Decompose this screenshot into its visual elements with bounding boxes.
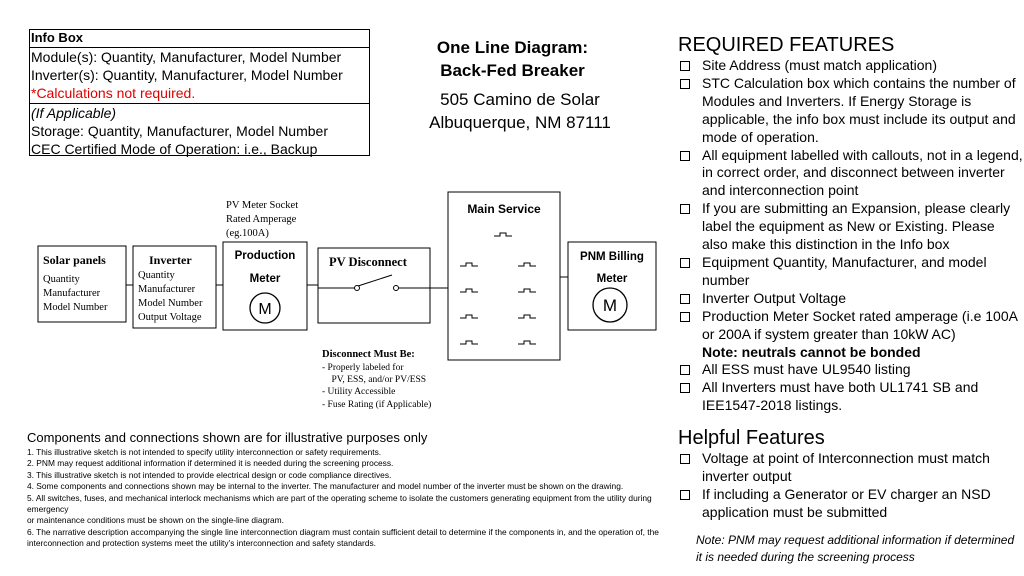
info-box (29, 29, 370, 156)
list-item-text: If you are submitting an Expansion, please clearly label the equipment as New or Existing. Please also make this distinction in the Info box (702, 200, 1011, 253)
info-box-modules: Module(s): Quantity, Manufacturer, Model Number (31, 49, 342, 65)
checkbox-icon (680, 294, 690, 304)
list-item-text: All equipment labelled with callouts, not in a legend, in correct order, and disconnect between inverter and interconnection point (702, 146, 1023, 199)
components-note-6: 6. The narrative description accompanying the single line interconnection diagram must contain sufficient detail to determine if the components in, and the operation of, the (27, 526, 659, 537)
required-features-title: REQUIRED FEATURES (678, 34, 895, 56)
inverter-title: Inverter (149, 253, 192, 267)
list-item (678, 361, 1023, 379)
address-line-1: 505 Camino de Solar (440, 90, 600, 109)
list-item-text: If including a Generator or EV charger an NSD application must be submitted (702, 485, 991, 520)
breaker-l1 (460, 263, 478, 266)
list-item (678, 450, 1023, 486)
title-line-1: One Line Diagram: (436, 38, 589, 57)
list-item-text: Inverter Output Voltage (702, 289, 846, 306)
solar-panels-title: Solar panels (43, 253, 106, 267)
components-note-5: 5. All switches, fuses, and mechanical interlock mechanisms which are part of the operating scheme to isolate the customers generating equipment from the utility during emergency (27, 492, 652, 515)
disconnect-note-item-4: - Fuse Rating (if Applicable) (322, 400, 432, 410)
list-item (678, 254, 1023, 290)
main-service-title: Main Service (467, 202, 541, 216)
components-notes (27, 430, 667, 550)
inverter-item-output: Output Voltage (138, 312, 202, 323)
neutral-note: Note: neutrals cannot be bonded (702, 343, 921, 360)
production-meter-title: Production (234, 250, 296, 262)
info-box-inverters: Inverter(s): Quantity, Manufacturer, Model Number (31, 67, 343, 83)
production-meter-m: M (258, 301, 272, 318)
breaker-r1 (518, 263, 536, 266)
required-features-list (678, 57, 1023, 415)
info-box-section-storage (30, 104, 369, 158)
helpful-features-list (678, 450, 1023, 522)
list-item-text: Equipment Quantity, Manufacturer, and model number (702, 253, 987, 288)
components-note-6b: interconnection and protection systems meet the utility’s interconnection and safety standards. (27, 538, 376, 549)
required-features (678, 33, 1023, 415)
list-item-text: Site Address (must match application) (702, 57, 937, 73)
main-service-box (448, 192, 560, 360)
breaker-l4 (460, 341, 478, 344)
info-box-section-modules (30, 48, 369, 104)
main-service-breakers (460, 233, 536, 344)
breaker-r4 (518, 341, 536, 344)
helpful-features-title: Helpful Features (678, 427, 825, 449)
list-item-text: All Inverters must have both UL1741 SB and IEE1547-2018 listings. (702, 379, 979, 414)
list-item-text: All ESS must have UL9540 listing (702, 361, 911, 378)
list-item (678, 308, 1023, 362)
info-box-header: Info Box (30, 30, 369, 48)
pnm-note: Note: PNM may request additional information if determined it is needed during the screening process (696, 533, 1015, 564)
address-line-2: Albuquerque, NM 87111 (429, 113, 611, 132)
checkbox-icon (680, 204, 690, 214)
components-note-4: 4. Some components and connections shown may be internal to the inverter. The manufacturer and model number of the inverter must be shown on the drawing. (27, 481, 624, 492)
checkbox-icon (680, 383, 690, 393)
pnm-billing-subtitle: Meter (596, 273, 628, 285)
inverter-item-quantity: Quantity (138, 270, 175, 281)
one-line-diagram (30, 190, 670, 420)
list-item (678, 147, 1023, 201)
inverter-item-model: Model Number (138, 298, 203, 309)
disconnect-note-title: Disconnect Must Be: (322, 349, 415, 360)
solar-panels-item-quantity: Quantity (43, 274, 80, 285)
components-note-5b: or maintenance conditions must be shown on the single-line diagram. (27, 515, 284, 526)
list-item-text: STC Calculation box which contains the number of Modules and Inverters. If Energy Storage is applicable, the info box must include its output and mode of operation. (702, 74, 1016, 145)
disconnect-note-item-1: - Properly labeled for (322, 363, 404, 373)
checkbox-icon (680, 365, 690, 375)
list-item (678, 75, 1023, 147)
list-item-text: Production Meter Socket rated amperage (i.e 100A or 200A if system greater than 10kW AC) (702, 307, 1018, 342)
disconnect-note-item-3: - Utility Accessible (322, 387, 396, 397)
pnm-billing-title: PNM Billing (580, 251, 644, 263)
checkbox-icon (680, 490, 690, 500)
checkbox-icon (680, 79, 690, 89)
main-breaker (494, 233, 512, 236)
checkbox-icon (680, 454, 690, 464)
checkbox-icon (680, 61, 690, 71)
list-item (678, 290, 1023, 308)
title-line-2: Back-Fed Breaker (440, 61, 585, 80)
solar-panels-item-model: Model Number (43, 302, 108, 313)
checkbox-icon (680, 258, 690, 268)
meter-note-line-3: (eg.100A) (226, 228, 269, 239)
disconnect-note-item-2: PV, ESS, and/or PV/ESS (322, 375, 427, 385)
info-box-cec-mode: CEC Certified Mode of Operation: i.e., Backup (31, 141, 318, 157)
pnm-billing-m: M (602, 296, 618, 315)
info-box-calc-note: *Calculations not required. (31, 85, 196, 101)
list-item-text: Voltage at point of Interconnection must match inverter output (702, 450, 990, 484)
components-note-3: 3. This illustrative sketch is not intended to provide electrical design or code compliance directives. (27, 469, 392, 480)
meter-note-line-2: Rated Amperage (226, 214, 297, 225)
helpful-features (678, 426, 1023, 522)
components-heading: Components and connections shown are for illustrative purposes only (27, 430, 428, 445)
breaker-r2 (518, 289, 536, 292)
pv-disconnect-title: PV Disconnect (329, 255, 407, 269)
meter-note-line-1: PV Meter Socket (226, 200, 299, 211)
list-item (678, 379, 1023, 415)
components-note-2: 2. PNM may request additional information if determined it is needed during the screening process. (27, 458, 394, 469)
production-meter-subtitle: Meter (249, 273, 281, 285)
diagram-title (400, 36, 625, 82)
disconnect-contact-right (394, 286, 399, 291)
list-item (678, 200, 1023, 254)
checkbox-icon (680, 151, 690, 161)
disconnect-switch-blade (358, 275, 392, 286)
solar-panels-item-manufacturer: Manufacturer (43, 288, 101, 299)
list-item (678, 486, 1023, 522)
inverter-item-manufacturer: Manufacturer (138, 284, 196, 295)
breaker-l3 (460, 315, 478, 318)
components-note-1: 1. This illustrative sketch is not intended to specify utility interconnection or safety requirements. (27, 447, 382, 457)
info-box-storage: Storage: Quantity, Manufacturer, Model Number (31, 123, 328, 139)
checkbox-icon (680, 312, 690, 322)
list-item (678, 57, 1023, 75)
info-box-if-applicable: (If Applicable) (31, 105, 117, 121)
breaker-l2 (460, 289, 478, 292)
site-address (395, 88, 645, 134)
breaker-r3 (518, 315, 536, 318)
